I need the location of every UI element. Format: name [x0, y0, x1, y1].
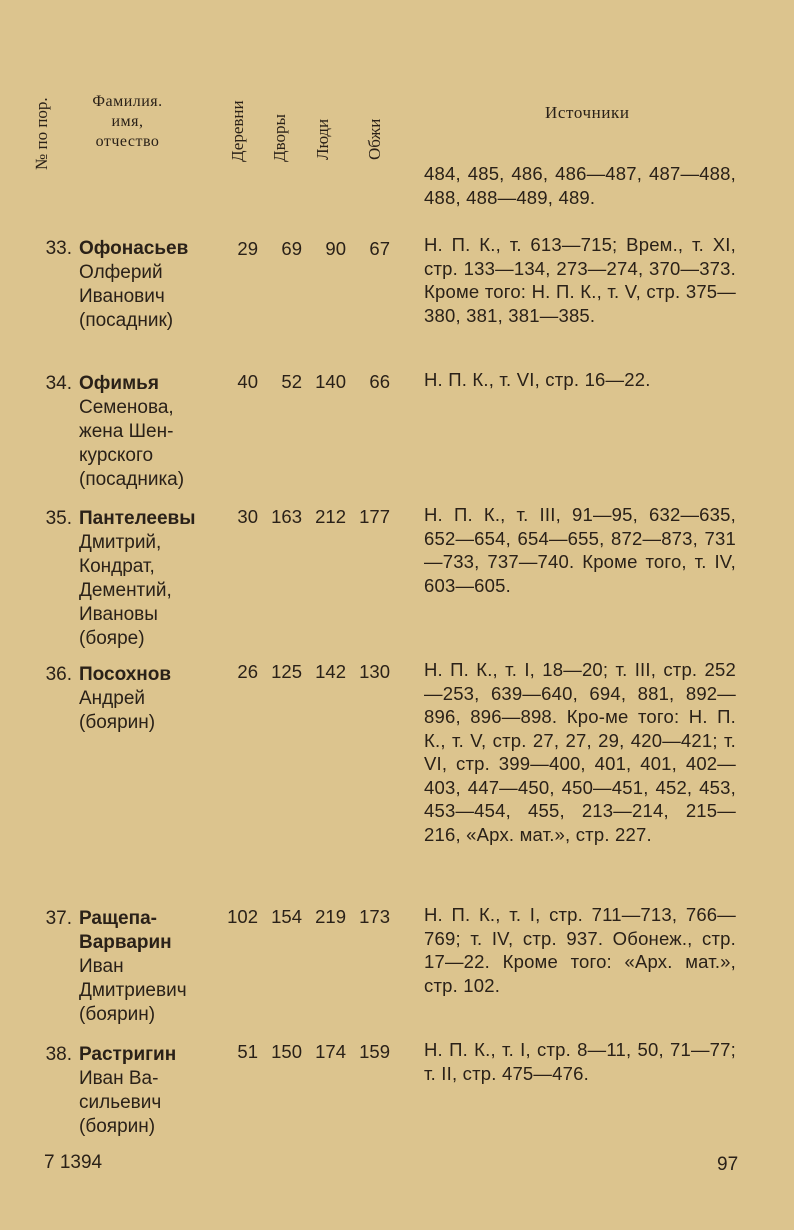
header-obzhi: Обжи [365, 118, 384, 160]
row-sources: Н. П. К., т. I, стр. 711—713, 766—769; т. IV, стр. 937. Обонеж., стр. 17—22. Кроме того: «Арх. мат.», стр. 102. [424, 904, 736, 996]
header-number-label: № по пор. [32, 97, 51, 170]
row-number: 36. [45, 664, 72, 685]
row-surname: Ращепа-Варварин [79, 908, 172, 953]
row-surname: Офонасьев [79, 238, 189, 259]
header-sources: Источники [545, 103, 630, 122]
row-name [79, 907, 219, 1027]
header-yards: Дворы [270, 114, 289, 162]
row-obzhi: 177 [359, 506, 390, 527]
row-sources: Н. П. К., т. 613—715; Врем., т. XI, стр. 133—134, 273—274, 370—373. Кроме того: Н. П. К., т. V, стр. 375—380, 381, 381—385. [424, 234, 736, 326]
row-obzhi: 173 [359, 906, 390, 927]
row-people: 219 [315, 906, 346, 927]
row-sources: Н. П. К., т. I, стр. 8—11, 50, 71—77; т. II, стр. 475—476. [424, 1039, 736, 1084]
row-sources: Н. П. К., т. I, 18—20; т. III, стр. 252—253, 639—640, 694, 881, 892—896, 896—898. Кро-ме того: Н. П. К., т. V, стр. 27, 27, 29, 420—421; т. VI, стр. 399—400, 401, 401, 402—403, 447—450, 450—451, 452, 453, 453—454, 455, 213—214, 215—216, «Арх. мат.», стр. 227. [424, 659, 736, 845]
row-name [79, 663, 204, 735]
row-obzhi: 159 [359, 1041, 390, 1062]
row-people: 140 [315, 371, 346, 392]
row-people: 90 [325, 238, 346, 259]
row-name-rest: Олферий Иванович (посадник) [79, 262, 174, 331]
row-villages: 26 [237, 661, 258, 682]
row-yards: 154 [271, 906, 302, 927]
row-sources: Н. П. К., т. III, 91—95, 632—635, 652—654, 654—655, 872—873, 731—733, 737—740. Кроме того, т. IV, 603—605. [424, 504, 736, 596]
row-yards: 163 [271, 506, 302, 527]
row-obzhi: 130 [359, 661, 390, 682]
row-surname: Посохнов [79, 664, 172, 685]
row-name-rest: Дмитрий, Кондрат, Дементий, Ивановы (бояре) [79, 532, 172, 649]
row-yards: 150 [271, 1041, 302, 1062]
header-number [30, 58, 60, 173]
row-name [79, 507, 224, 651]
row-name-rest: Иван Дмитриевич (боярин) [79, 956, 187, 1025]
row-obzhi: 66 [369, 371, 390, 392]
row-people: 174 [315, 1041, 346, 1062]
row-people: 142 [315, 661, 346, 682]
row-villages: 40 [237, 371, 258, 392]
row-number: 33. [45, 238, 72, 259]
row-number: 37. [45, 908, 72, 929]
row-yards: 69 [281, 238, 302, 259]
row-surname: Растригин [79, 1044, 177, 1065]
row-name-rest: Андрей (боярин) [79, 688, 156, 733]
row-name [79, 1043, 199, 1139]
row-yards: 52 [281, 371, 302, 392]
row-villages: 51 [237, 1041, 258, 1062]
row-number: 34. [45, 373, 72, 394]
row-villages: 102 [227, 906, 258, 927]
row-surname: Офимья [79, 373, 159, 394]
row-number: 35. [45, 508, 72, 529]
row-villages: 30 [237, 506, 258, 527]
row-people: 212 [315, 506, 346, 527]
row-name-rest: Семенова, жена Шен-курского (посадника) [79, 397, 185, 490]
row-yards: 125 [271, 661, 302, 682]
sources-continuation: 484, 485, 486, 486—487, 487—488, 488, 488—489, 489. [424, 163, 736, 208]
row-obzhi: 67 [369, 238, 390, 259]
header-name: Фамилия. имя, отчество [92, 93, 163, 150]
page-number: 97 [717, 1154, 739, 1175]
row-surname: Пантелеевы [79, 508, 196, 529]
signature-mark: 7 1394 [44, 1152, 103, 1173]
row-name [79, 372, 214, 492]
header-people: Люди [313, 118, 332, 160]
row-name-rest: Иван Ва-сильевич (боярин) [79, 1068, 162, 1137]
row-name [79, 237, 224, 333]
row-villages: 29 [237, 238, 258, 259]
row-number: 38. [45, 1044, 72, 1065]
header-villages: Деревни [228, 100, 247, 162]
row-sources: Н. П. К., т. VI, стр. 16—22. [424, 369, 651, 390]
